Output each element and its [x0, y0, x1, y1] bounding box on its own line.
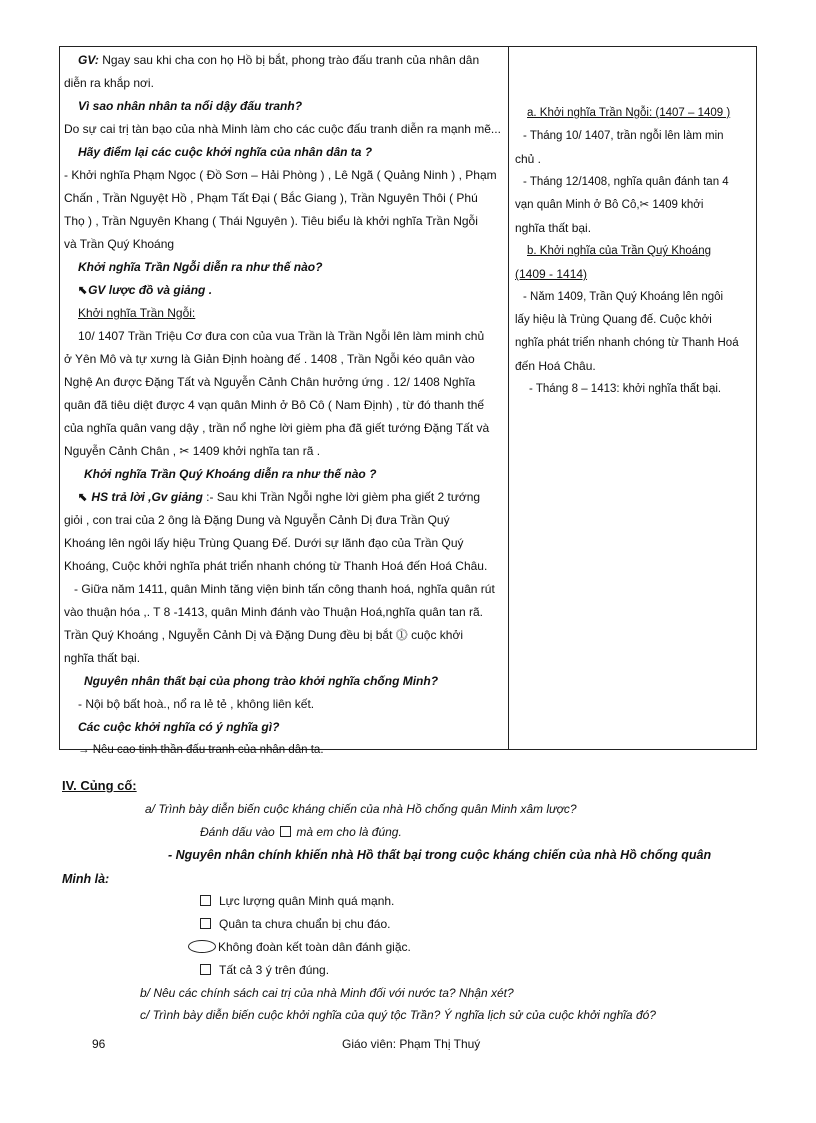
paragraph-3-line: quân đã tiêu diệt được 4 vạn quân Minh ở Bô Cô ( Nam Định) , từ đó thanh thế [64, 398, 485, 412]
option-2[interactable] [200, 917, 391, 931]
right-line: - Năm 1409, Trần Quý Khoáng lên ngôi [523, 291, 724, 303]
question-2: Hãy điểm lại các cuộc khởi nghĩa của nhân dân ta ? [78, 145, 373, 159]
paragraph-2-line: - Khởi nghĩa Phạm Ngọc ( Đồ Sơn – Hải Phòng ) , Lê Ngã ( Quảng Ninh ) , Phạm [64, 168, 497, 182]
section-heading: IV. Củng cố: [62, 778, 137, 793]
right-line: - Tháng 8 – 1413: khởi nghĩa thất bại. [529, 383, 722, 395]
paragraph-4-line: Khoáng lên ngôi lấy hiệu Trùng Quang Đế. Dưới sự lãnh đạo của Trần Quý [64, 536, 464, 550]
paragraph-4-line: vào thuận hóa ,. T 8 -1413, quân Minh đánh vào Thuận Hoá,nghĩa quân tan rã. [64, 605, 483, 619]
question-b: b/ Nêu các chính sách cai trị của nhà Minh đối với nước ta? Nhận xét? [140, 986, 514, 1000]
option-3[interactable] [188, 940, 411, 954]
hs-label: HS trả lời ,Gv giảng [91, 490, 203, 504]
pointer-icon: ⬉ [78, 283, 89, 297]
right-line: nghĩa thất bại. [515, 221, 592, 235]
paragraph-3-line: Nguyễn Cảnh Chân , ✂ 1409 khởi nghĩa tan rã . [64, 444, 321, 458]
paragraph-2-line: và Trần Quý Khoáng [64, 237, 175, 251]
paragraph-2-line: Thọ ) , Trần Nguyên Khang ( Thái Nguyên ). Tiêu biểu là khởi nghĩa Trần Ngỗi [64, 214, 478, 228]
option-label: Không đoàn kết toàn dân đánh giặc. [218, 940, 411, 954]
paragraph-3-line: ở Yên Mô và tự xưng là Giản Định hoàng đế . 1408 , Trần Ngỗi kéo quân vào [64, 352, 475, 366]
question-5: Nguyên nhân thất bại của phong trào khởi nghĩa chống Minh? [84, 674, 439, 688]
page-number: 96 [92, 1037, 106, 1051]
instruction-text: mà em cho là đúng. [296, 825, 402, 839]
answer-5: - Nội bộ bất hoà., nổ ra lẻ tẻ , không liên kết. [78, 697, 315, 711]
gv-note [78, 283, 212, 298]
checkbox-icon[interactable] [200, 964, 211, 975]
question-3: Khởi nghĩa Trần Ngỗi diễn ra như thế nào? [78, 260, 323, 274]
paragraph-4-line: nghĩa thất bại. [64, 651, 141, 665]
question-a: a/ Trình bày diễn biến cuộc kháng chiến của nhà Hồ chống quân Minh xâm lược? [145, 802, 577, 816]
option-label: Quân ta chưa chuẩn bị chu đáo. [219, 917, 391, 931]
hs-answer-text: :- Sau khi Trần Ngỗi nghe lời gièm pha giết 2 tướng [202, 490, 481, 504]
right-line: - Tháng 12/1408, nghĩa quân đánh tan 4 [523, 176, 729, 188]
heading-b: b. Khởi nghĩa của Trần Quý Khoáng [527, 245, 711, 257]
right-line: chủ . [515, 152, 542, 166]
right-line: vạn quân Minh ở Bô Cô,✂ 1409 khởi [515, 199, 704, 211]
oval-icon[interactable] [188, 940, 216, 953]
paragraph-2-line: Chấn , Trần Nguyệt Hồ , Phạm Tất Đại ( Bắc Giang ), Trần Nguyên Thôi ( Phú [64, 191, 478, 205]
paragraph-4-line: - Giữa năm 1411, quân Minh tăng viện binh tấn công thanh hoá, nghĩa quân rút [74, 582, 495, 596]
gv-note-text: GV lược đồ và giảng . [88, 283, 213, 297]
pointer-icon: ⬉ [78, 490, 89, 504]
option-1[interactable] [200, 894, 394, 908]
paragraph-3-line: Nghệ An được Đặng Tất và Nguyễn Cảnh Chân hưởng ứng . 12/ 1408 Nghĩa [64, 375, 476, 389]
gv-text-cont: diễn ra khắp nơi. [64, 76, 154, 90]
multiple-choice-question-cont: Minh là: [62, 872, 110, 886]
question-1: Vì sao nhân nhân ta nổi dậy đấu tranh? [78, 99, 303, 113]
right-line: nghĩa phát triển nhanh chóng từ Thanh Hoá [515, 337, 739, 349]
question-c: c/ Trình bày diễn biến cuộc khởi nghĩa của quý tộc Trần? Ý nghĩa lịch sử của cuộc khởi nghĩa đó? [140, 1008, 656, 1022]
option-4[interactable] [200, 963, 329, 977]
question-4: Khởi nghĩa Trần Quý Khoáng diễn ra như thế nào ? [84, 467, 377, 481]
lesson-table [59, 46, 757, 756]
answer-6: → Nêu cao tinh thần đấu tranh của nhân dân ta. [78, 744, 324, 756]
heading-a: a. Khởi nghĩa Trần Ngỗi: (1407 – 1409 ) [527, 107, 731, 119]
right-line: - Tháng 10/ 1407, trần ngỗi lên làm min [523, 130, 724, 142]
paragraph-3-line: của nghĩa quân vang dậy , trần nổ nghe lời gièm pha đã giết tướng Đặng Tất và [64, 421, 490, 435]
teacher-name: Giáo viên: Phạm Thị Thuý [342, 1037, 481, 1051]
option-label: Tất cả 3 ý trên đúng. [219, 963, 330, 977]
gv-text: Ngay sau khi cha con họ Hồ bị bắt, phong trào đấu tranh của nhân dân [98, 53, 480, 67]
gv-label: GV: [78, 53, 99, 67]
instruction-text: Đánh dấu vào [200, 825, 275, 839]
gv-intro [78, 53, 479, 68]
answer-1: Do sự cai trị tàn bạo của nhà Minh làm cho các cuộc đấu tranh diễn ra mạnh mẽ... [64, 122, 501, 136]
hs-answer [78, 490, 480, 505]
column-divider [508, 47, 509, 749]
right-line: đến Hoá Châu. [515, 359, 596, 373]
right-line: lấy hiệu là Trùng Quang đế. Cuộc khởi [515, 314, 712, 326]
checkbox-icon [280, 826, 291, 837]
subheading-tran-ngoi: Khởi nghĩa Trần Ngỗi: [78, 306, 196, 320]
multiple-choice-question: - Nguyên nhân chính khiến nhà Hồ thất bại trong cuộc kháng chiến của nhà Hồ chống quân [168, 848, 712, 862]
instruction [200, 825, 402, 839]
paragraph-4-line: Trần Quý Khoáng , Nguyễn Cảnh Dị và Đặng Dung đều bị bắt ⓵ cuộc khởi [64, 628, 463, 642]
option-label: Lực lượng quân Minh quá mạnh. [219, 894, 395, 908]
paragraph-3-line: 10/ 1407 Trần Triệu Cơ đưa con của vua Trần là Trần Ngỗi lên làm minh chủ [78, 329, 485, 343]
checkbox-icon[interactable] [200, 895, 211, 906]
paragraph-4-line: Khoáng, Cuộc khởi nghĩa phát triển nhanh chóng từ Thanh Hoá đến Hoá Châu. [64, 559, 488, 573]
heading-b-years: (1409 - 1414) [515, 267, 588, 281]
checkbox-icon[interactable] [200, 918, 211, 929]
question-6: Các cuộc khởi nghĩa có ý nghĩa gì? [78, 720, 280, 734]
paragraph-4-line: giỏi , con trai của 2 ông là Đặng Dung và Nguyễn Cảnh Dị đưa Trần Quý [64, 513, 450, 527]
